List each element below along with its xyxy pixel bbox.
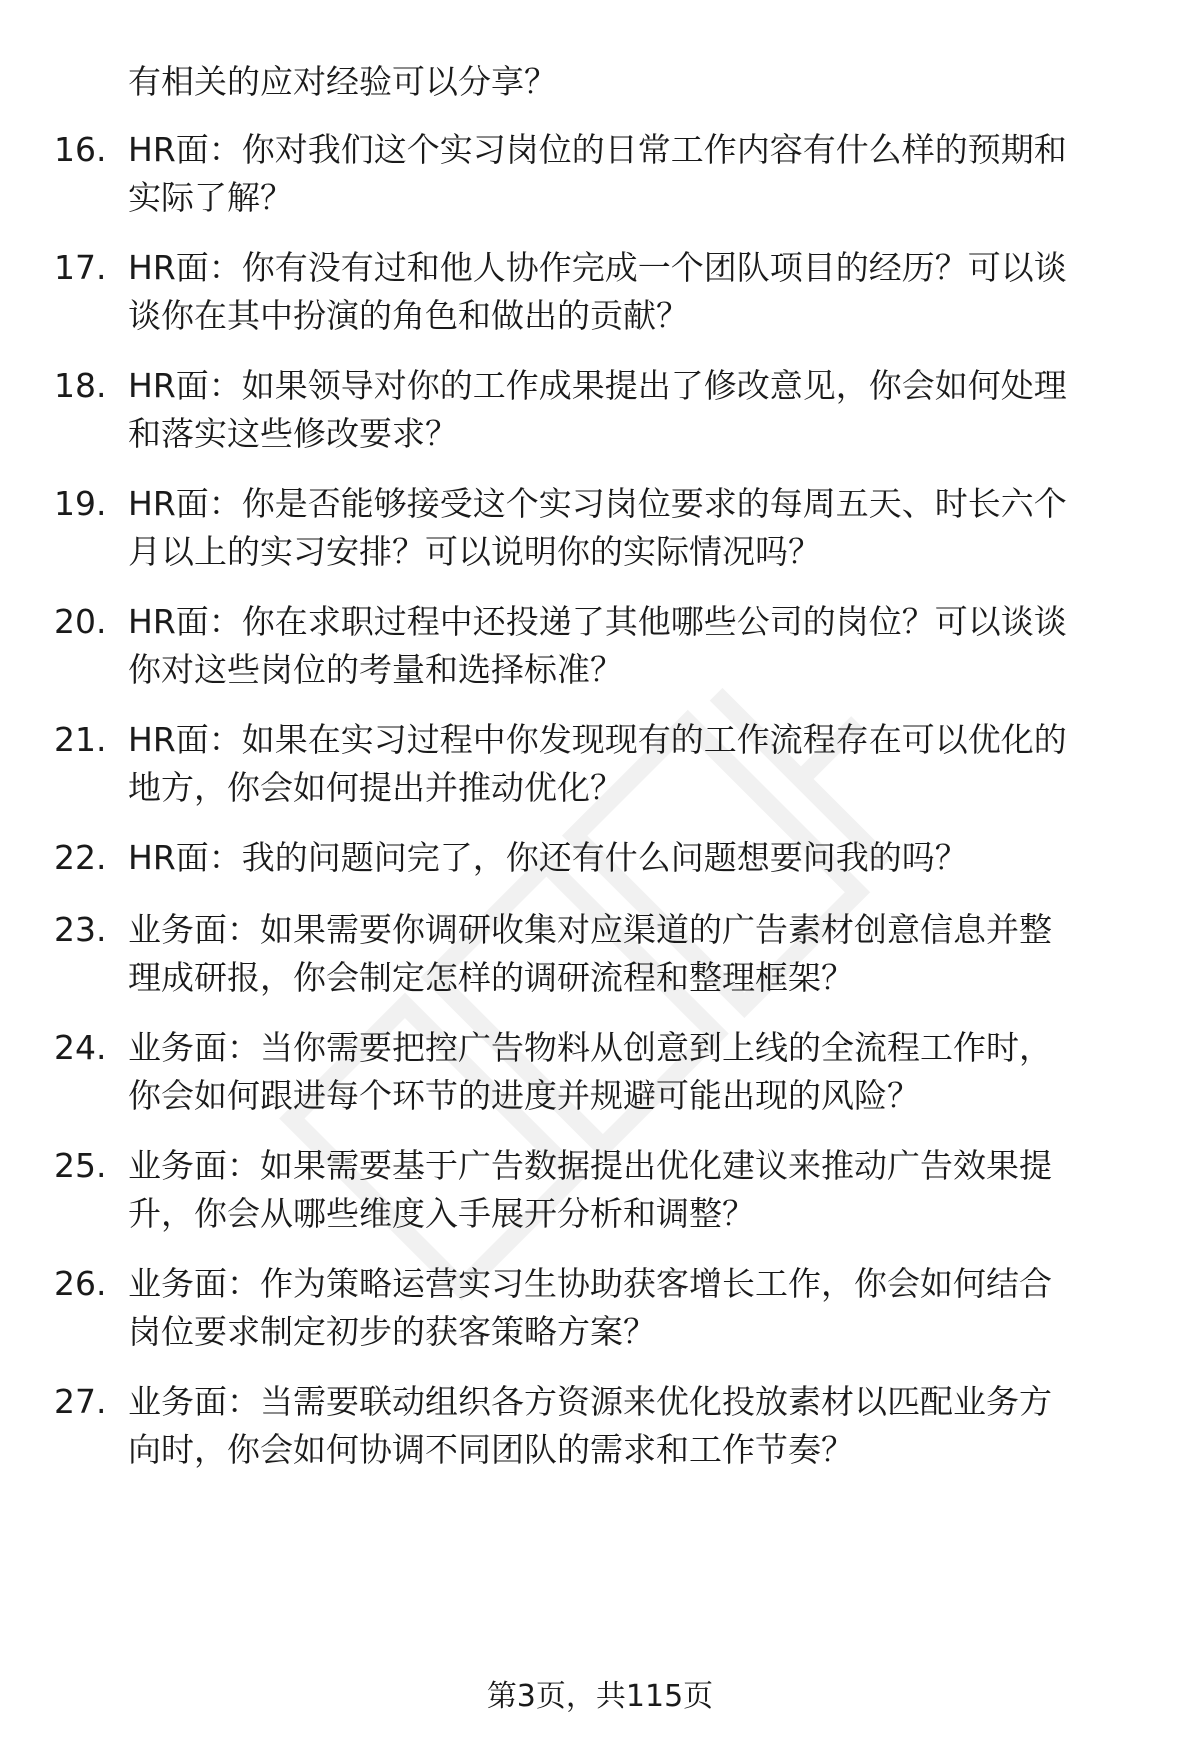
item-number: 25. [54, 1146, 107, 1185]
item-text-line: HR面：你是否能够接受这个实习岗位要求的每周五天、时长六个 [128, 484, 1067, 523]
item-number: 27. [54, 1382, 107, 1421]
item-text-line: HR面：如果领导对你的工作成果提出了修改意见，你会如何处理 [128, 366, 1067, 405]
item-text-line: 升，你会从哪些维度入手展开分析和调整？ [128, 1194, 755, 1233]
item-text-line: 业务面：当你需要把控广告物料从创意到上线的全流程工作时， [128, 1028, 1052, 1067]
item-number: 17. [54, 248, 107, 287]
list-item [0, 480, 1200, 580]
list-item [0, 906, 1200, 1006]
item-number: 19. [54, 484, 107, 523]
item-number: 20. [54, 602, 107, 641]
item-text-line: HR面：你有没有过和他人协作完成一个团队项目的经历？可以谈 [128, 248, 1067, 287]
page-footer: 第3页，共115页 [486, 1679, 714, 1714]
list-item [0, 598, 1200, 698]
item-number: 18. [54, 366, 107, 405]
item-text-line: 地方，你会如何提出并推动优化？ [128, 768, 623, 807]
item-number: 21. [54, 720, 107, 759]
item-number: 23. [54, 910, 107, 949]
item-text-line: 你会如何跟进每个环节的进度并规避可能出现的风险？ [128, 1076, 920, 1115]
item-text-line: 岗位要求制定初步的获客策略方案？ [128, 1312, 656, 1351]
item-text-line: 业务面：如果需要基于广告数据提出优化建议来推动广告效果提 [128, 1146, 1052, 1185]
list-item [0, 716, 1200, 816]
item-text-line: 理成研报，你会制定怎样的调研流程和整理框架？ [128, 958, 854, 997]
item-number: 26. [54, 1264, 107, 1303]
list-item [0, 1260, 1200, 1360]
list-item [0, 362, 1200, 462]
item-text-line: 业务面：如果需要你调研收集对应渠道的广告素材创意信息并整 [128, 910, 1052, 949]
item-text-line: 月以上的实习安排？可以说明你的实际情况吗？ [128, 532, 821, 571]
continuation-text: 有相关的应对经验可以分享？ [128, 62, 557, 101]
list-item [0, 1024, 1200, 1124]
item-text-line: HR面：我的问题问完了，你还有什么问题想要问我的吗？ [128, 838, 968, 877]
item-text-line: 实际了解？ [128, 178, 293, 217]
item-number: 22. [54, 838, 107, 877]
list-item [0, 1142, 1200, 1242]
item-text-line: 向时，你会如何协调不同团队的需求和工作节奏？ [128, 1430, 854, 1469]
item-text-line: 和落实这些修改要求？ [128, 414, 458, 453]
item-text-line: 你对这些岗位的考量和选择标准？ [128, 650, 623, 689]
item-text-line: 业务面：当需要联动组织各方资源来优化投放素材以匹配业务方 [128, 1382, 1052, 1421]
item-number: 24. [54, 1028, 107, 1067]
list-item [0, 244, 1200, 344]
item-text-line: HR面：你在求职过程中还投递了其他哪些公司的岗位？可以谈谈 [128, 602, 1067, 641]
item-text-line: 业务面：作为策略运营实习生协助获客增长工作，你会如何结合 [128, 1264, 1052, 1303]
item-number: 16. [54, 130, 107, 169]
list-item [0, 126, 1200, 226]
item-text-line: HR面：你对我们这个实习岗位的日常工作内容有什么样的预期和 [128, 130, 1067, 169]
item-text-line: HR面：如果在实习过程中你发现现有的工作流程存在可以优化的 [128, 720, 1067, 759]
list-item [0, 1378, 1200, 1478]
item-text-line: 谈你在其中扮演的角色和做出的贡献？ [128, 296, 689, 335]
